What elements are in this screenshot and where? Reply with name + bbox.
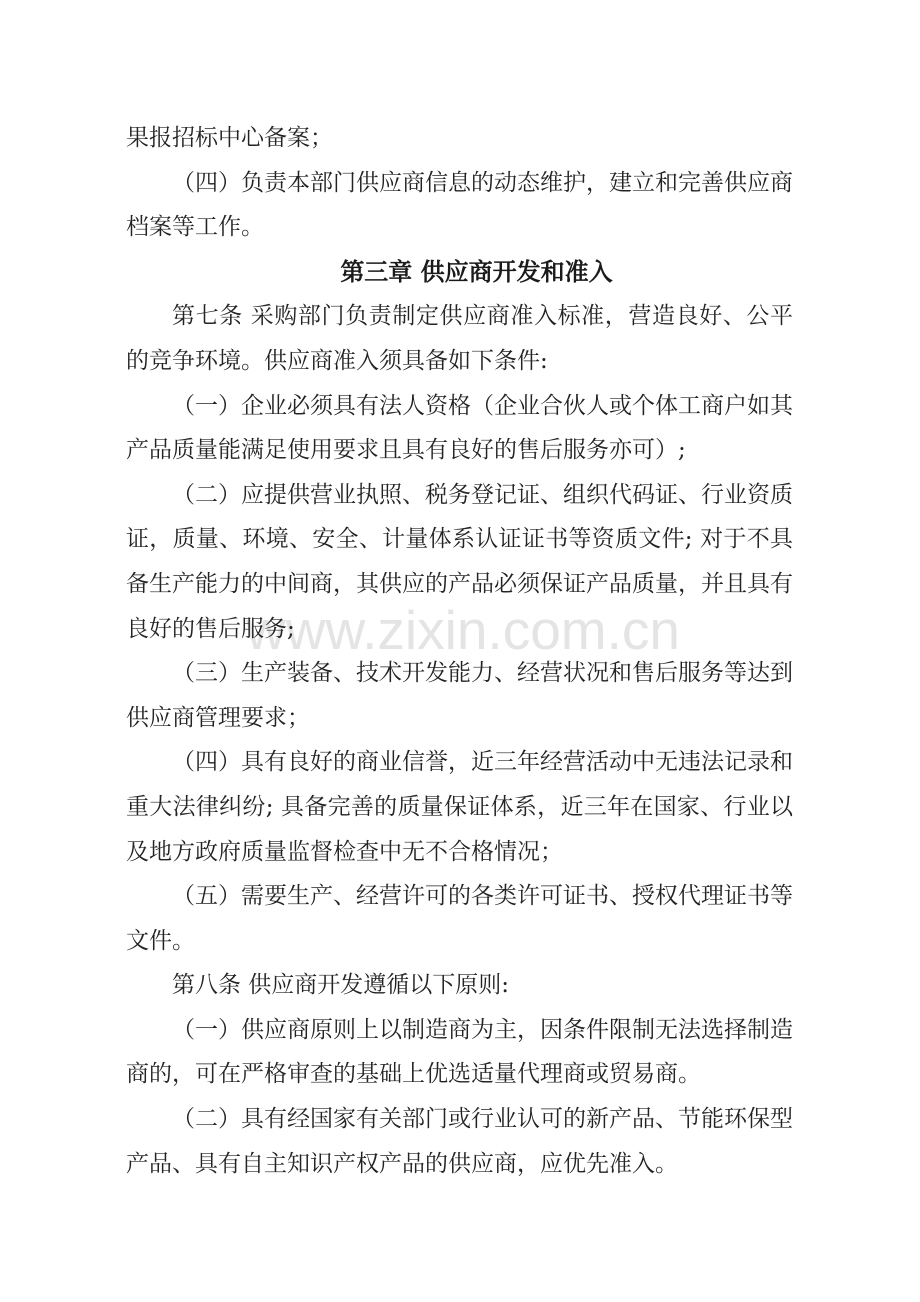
document-line: （二）应提供营业执照、税务登记证、组织代码证、行业资质 — [172, 481, 793, 508]
document-line: 及地方政府质量监督检查中无不合格情况； — [126, 838, 563, 865]
document-line: （四）负责本部门供应商信息的动态维护，建立和完善供应商 — [172, 169, 793, 196]
document-line: 果报招标中心备案； — [126, 125, 333, 151]
document-content — [126, 116, 793, 1186]
document-line: （一）企业必须具有法人资格（企业合伙人或个体工商户如其 — [172, 392, 793, 419]
document-line: 商的，可在严格审查的基础上优选适量代理商或贸易商。 — [126, 1061, 701, 1088]
document-line: 产品质量能满足使用要求且具有良好的售后服务亦可）; — [126, 437, 686, 464]
document-line: （二）具有经国家有关部门或行业认可的新产品、节能环保型 — [172, 1106, 793, 1133]
chapter-heading: 第三章 供应商开发和准入 — [340, 256, 613, 286]
document-line: 第七条 采购部门负责制定供应商准入标准，营造良好、公平 — [172, 303, 793, 330]
document-line: （四）具有良好的商业信誉，近三年经营活动中无违法记录和 — [172, 749, 793, 776]
document-line: 供应商管理要求； — [126, 704, 310, 731]
document-line: （一）供应商原则上以制造商为主，因条件限制无法选择制造 — [172, 1016, 793, 1043]
document-line: 重大法律纠纷; 具备完善的质量保证体系，近三年在国家、行业以 — [126, 793, 793, 820]
watermark: www.zixin.com.cn — [246, 599, 680, 661]
document-line: 良好的售后服务; — [126, 615, 295, 642]
document-line: 证，质量、环境、安全、计量体系认证证书等资质文件; 对于不具 — [126, 526, 793, 553]
document-line: （五）需要生产、经营许可的各类许可证书、授权代理证书等 — [172, 883, 793, 910]
document-line: 文件。 — [126, 927, 195, 954]
document-line: 产品、具有自主知识产权产品的供应商，应优先准入。 — [126, 1150, 678, 1177]
document-line: 档案等工作。 — [126, 214, 264, 241]
document-line: （三）生产装备、技术开发能力、经营状况和售后服务等达到 — [172, 660, 793, 687]
document-line: 第八条 供应商开发遵循以下原则: — [172, 972, 510, 999]
document-line: 的竞争环境。供应商准入须具备如下条件: — [126, 347, 548, 374]
document-line: 备生产能力的中间商，其供应的产品必须保证产品质量，并且具有 — [126, 570, 793, 597]
